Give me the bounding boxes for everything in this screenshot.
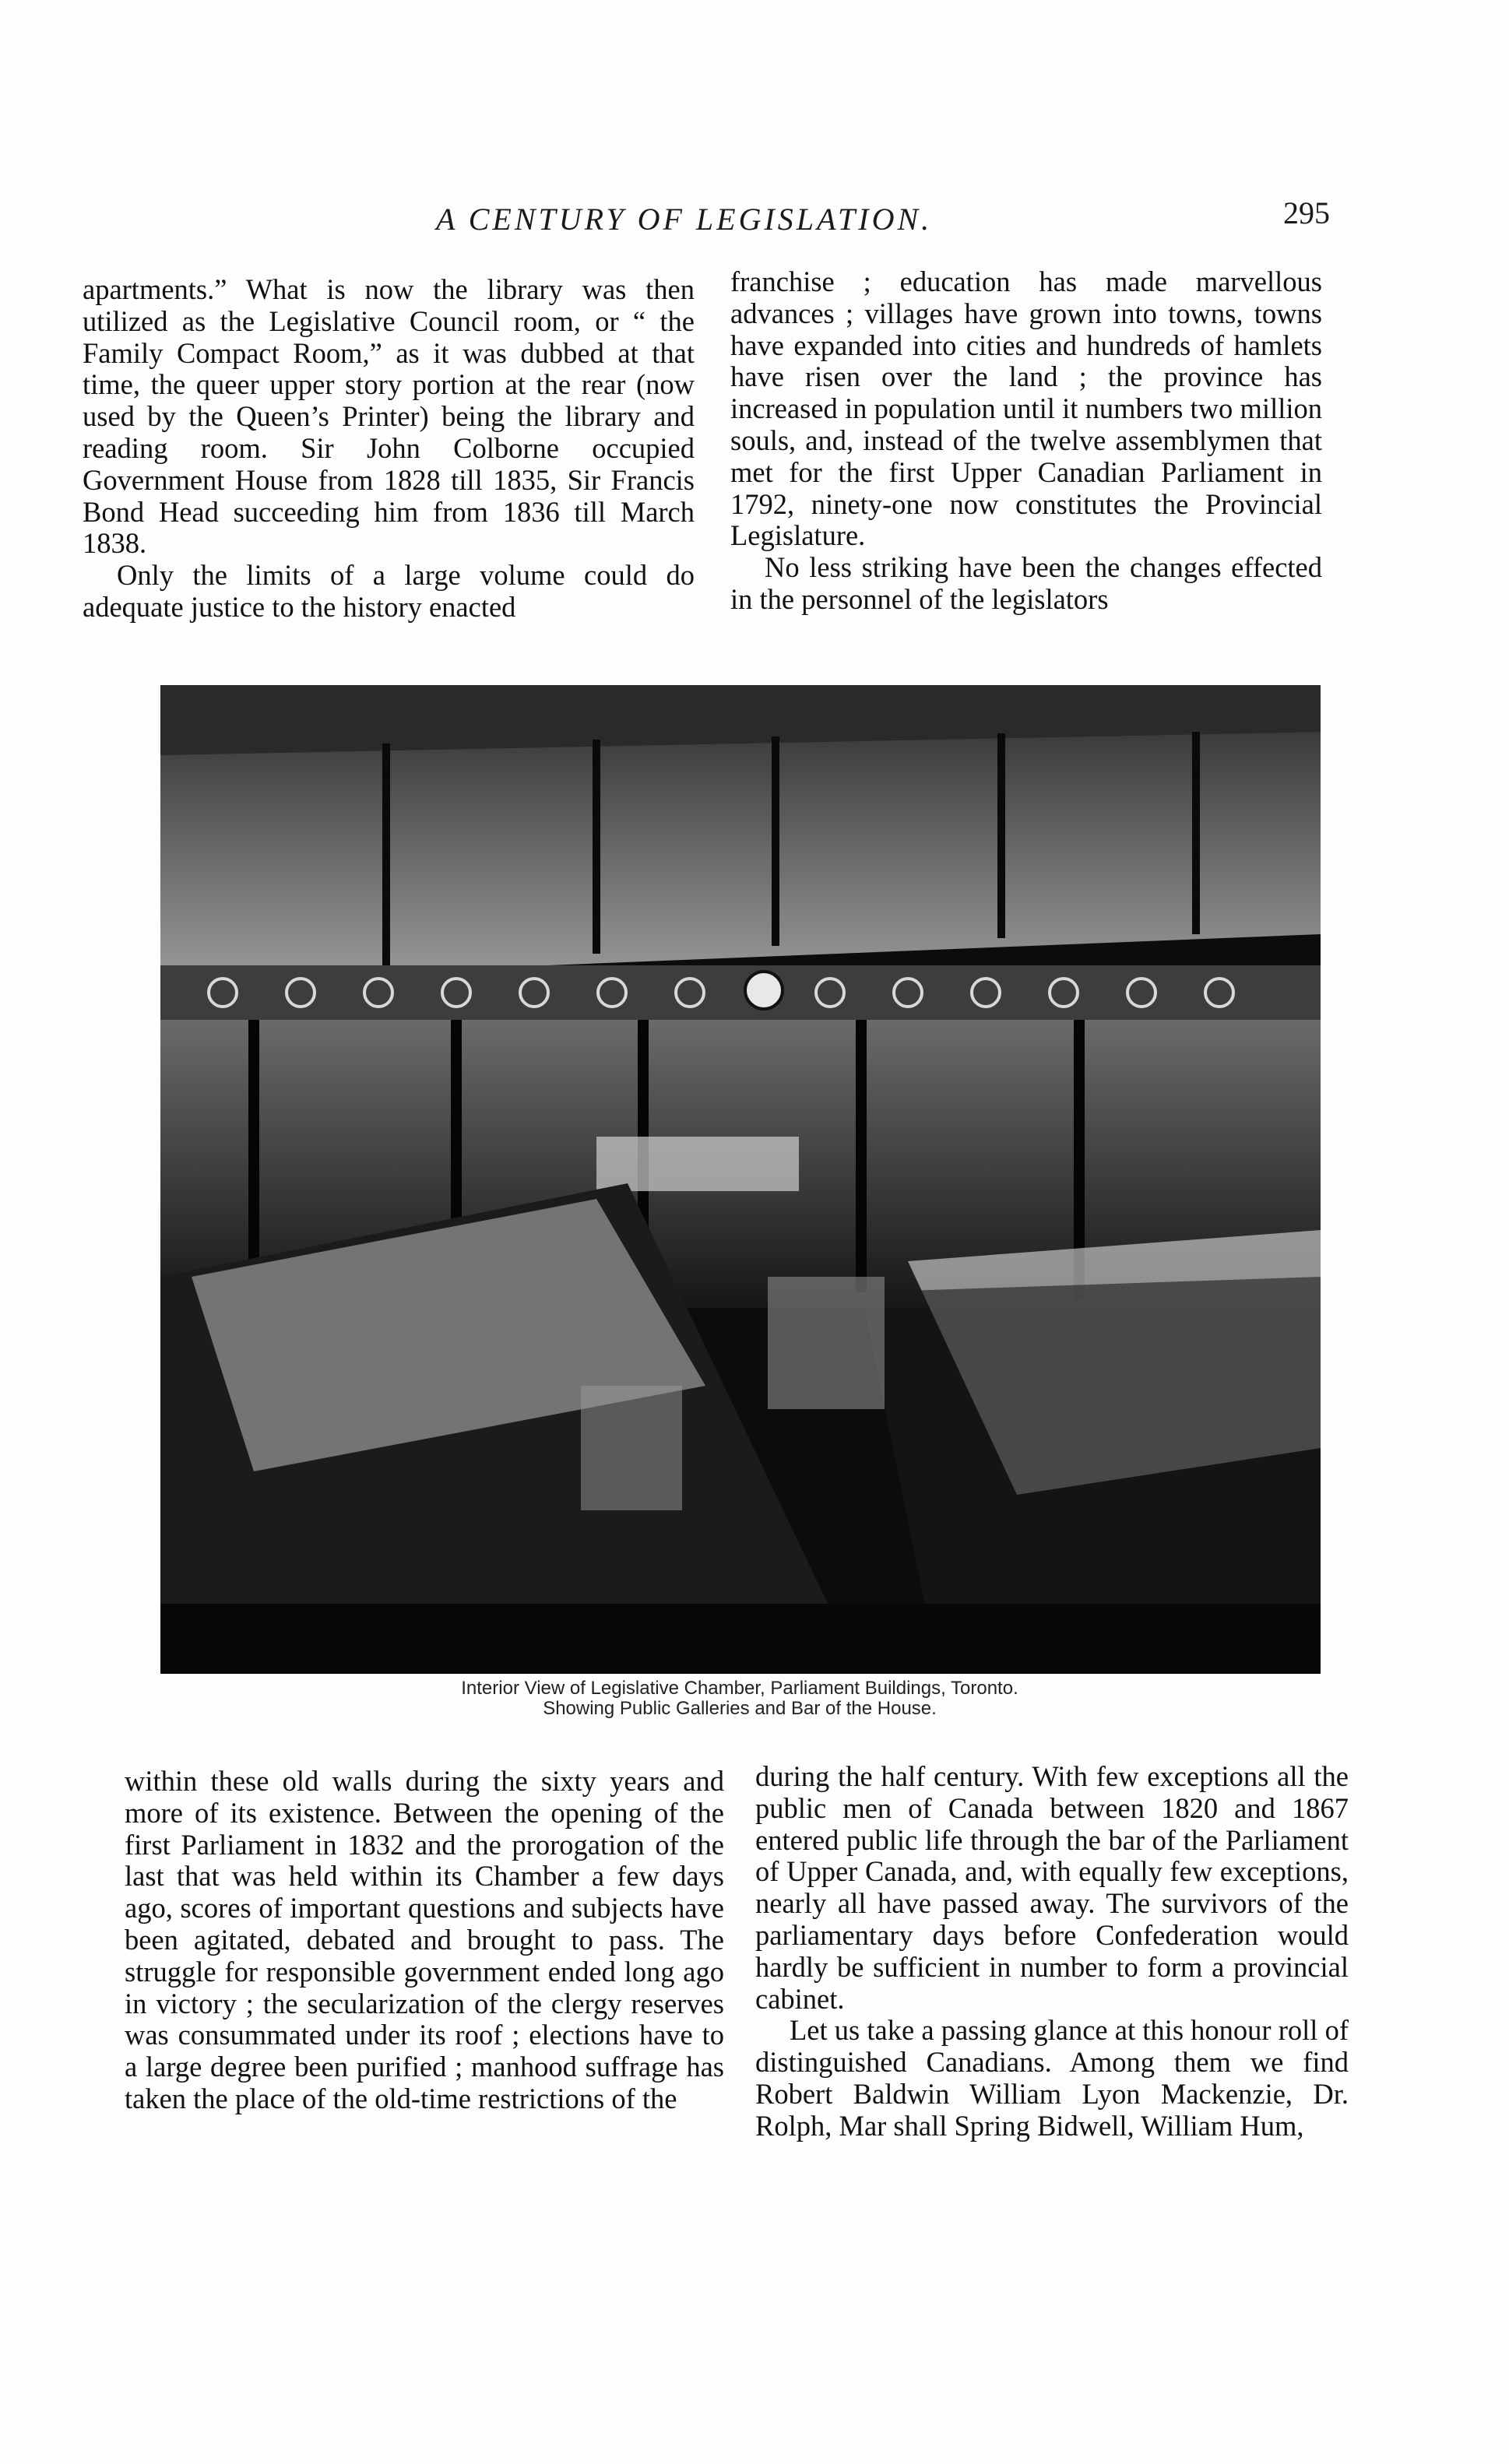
figure-caption	[234, 1678, 1246, 1719]
caption-line: Showing Public Galleries and Bar of the House.	[543, 1698, 937, 1719]
bottom-right-column	[755, 1761, 1349, 2142]
paragraph: Only the limits of a large volume could do adequate justice to the history enacted	[83, 559, 695, 623]
chamber-photograph	[160, 685, 1321, 1674]
page-number: 295	[1283, 195, 1330, 230]
paragraph: during the half century. With few exceptions all the public men of Canada between 1820 and 1867 entered public life through the bar of the Parliament of Upper Canada, and, with equally few exceptions, nearly all have passed away. The survivors of the parliamentary days before Confederation would hardly be sufficient in number to form a provincial cabinet.	[755, 1760, 1349, 2015]
top-left-column	[83, 274, 695, 624]
paragraph: apartments.” What is now the library was then utilized as the Legislative Council room, or “ the Family Compact Room,” as it was dubbed at that time, the queer upper story portion at the rear (now used by the Queen’s Printer) being the library and reading room. Sir John Colborne occupied Government House from 1828 till 1835, Sir Francis Bond Head succeeding him from 1836 till March 1838.	[83, 273, 695, 560]
bottom-left-column	[125, 1766, 724, 2115]
paragraph: Let us take a passing glance at this honour roll of distinguished Canadians. Among them we find Robert Baldwin William Lyon Mackenzie, Dr. Rolph, Mar shall Spring Bidwell, William Hum,	[755, 2014, 1349, 2142]
caption-line: Interior View of Legislative Chamber, Parliament Buildings, Toronto.	[461, 1678, 1018, 1699]
running-title: A CENTURY OF LEGISLATION.	[436, 202, 933, 237]
paragraph: No less striking have been the changes effected in the personnel of the legislators	[730, 551, 1322, 615]
top-right-column	[730, 266, 1322, 616]
photograph-illustration	[160, 685, 1321, 1674]
paragraph: within these old walls during the sixty years and more of its existence. Between the opening of the first Parliament in 1832 and the prorogation of the last that was held within its Chamber a few days ago, scores of important questions and subjects have been agitated, debated and brought to pass. The struggle for responsible government ended long ago in victory ; the secularization of the clergy reserves was consummated under its roof ; elections have to a large degree been purified ; manhood suffrage has taken the place of the old-time restrictions of the	[125, 1765, 724, 2114]
paragraph: franchise ; education has made marvellous advances ; villages have grown into towns, towns have expanded into cities and hundreds of hamlets have risen over the land ; the province has increased in population until it numbers two million souls, and, instead of the twelve assemblymen that met for the first Upper Canadian Parliament in 1792, ninety-one now constitutes the Provincial Legislature.	[730, 265, 1322, 552]
